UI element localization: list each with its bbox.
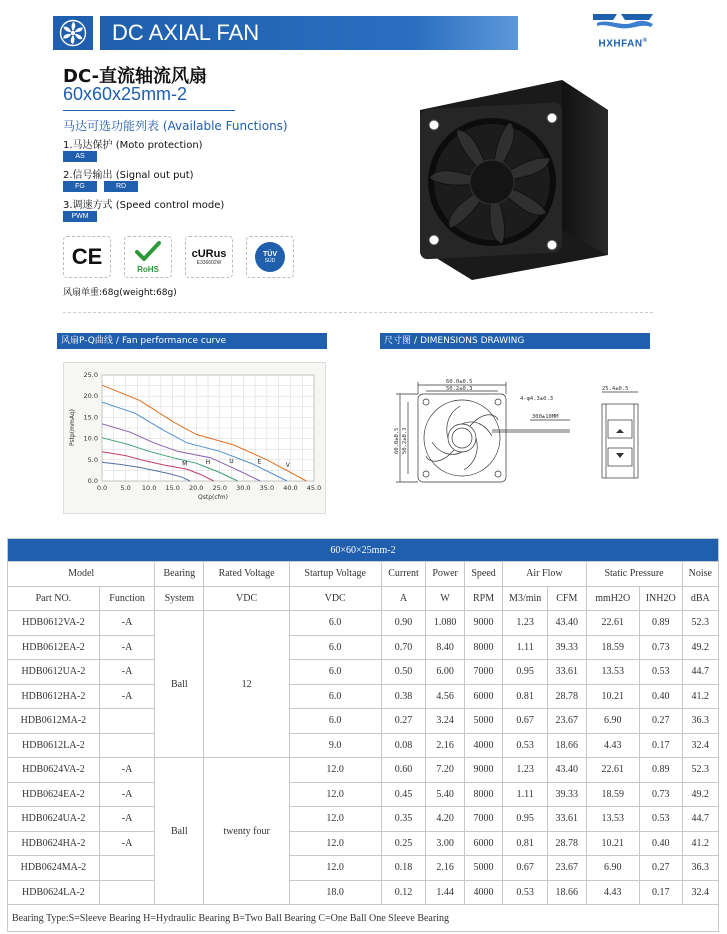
cell-speed: 8000 [464, 782, 502, 807]
cell-startup-voltage: 6.0 [289, 660, 381, 685]
cell-speed: 5000 [464, 709, 502, 734]
cell-part-no: HDB0624LA-2 [8, 880, 100, 905]
cell-function [99, 880, 155, 905]
cell-part-no: HDB0612HA-2 [8, 684, 100, 709]
header-inh2o: INH2O [639, 586, 682, 611]
dim-separator: / [414, 336, 418, 346]
cell-part-no: HDB0624UA-2 [8, 807, 100, 832]
dim-lead-length: 300±10MM [532, 414, 559, 420]
cell-airflow-m3min: 0.53 [503, 880, 548, 905]
cell-function: -A [99, 807, 155, 832]
product-size: 60x60x25mm-2 [63, 84, 188, 104]
cell-speed: 6000 [464, 831, 502, 856]
series-label-h: H [205, 458, 211, 466]
table-row [8, 684, 719, 709]
cell-pressure-inh2o: 0.27 [639, 709, 682, 734]
functions-title: 马达可选功能列表 (Available Functions) [63, 119, 288, 133]
cell-startup-voltage: 12.0 [289, 758, 381, 783]
cell-noise: 49.2 [682, 782, 718, 807]
header-rated-vdc: VDC [204, 586, 289, 611]
cell-function: -A [99, 758, 155, 783]
cell-airflow-cfm: 43.40 [548, 611, 586, 636]
brand-logo [588, 10, 658, 52]
cell-function: -A [99, 635, 155, 660]
cell-speed: 9000 [464, 758, 502, 783]
cell-pressure-inh2o: 0.53 [639, 807, 682, 832]
header-m3min: M3/min [503, 586, 548, 611]
ce-mark-text: CE [71, 244, 103, 269]
cell-noise: 44.7 [682, 660, 718, 685]
pq-chart [64, 363, 327, 515]
header-rated-voltage: Rated Voltage [204, 562, 289, 587]
cell-pressure-inh2o: 0.89 [639, 611, 682, 636]
cell-pressure-mmh2o: 18.59 [586, 782, 639, 807]
y-tick-label: 0.0 [87, 477, 98, 485]
cell-power: 5.40 [426, 782, 464, 807]
series-label-u: U [229, 458, 234, 466]
cell-pressure-inh2o: 0.73 [639, 635, 682, 660]
header-static-pressure: Static Pressure [586, 562, 682, 587]
cell-pressure-mmh2o: 6.90 [586, 709, 639, 734]
table-row [8, 758, 719, 783]
y-tick-label: 10.0 [83, 434, 98, 443]
cell-noise: 44.7 [682, 807, 718, 832]
cell-airflow-cfm: 23.67 [548, 709, 586, 734]
bearing-type-note: Bearing Type:S=Sleeve Bearing H=Hydraulic Bearing B=Two Ball Bearing C=One Ball One Sleeve Bearing [8, 905, 719, 932]
cell-current: 0.12 [381, 880, 426, 905]
tag-fg: FG [63, 181, 97, 192]
header-air-flow: Air Flow [503, 562, 586, 587]
table-row [8, 831, 719, 856]
dimensions-section-header [380, 333, 650, 349]
cell-airflow-cfm: 23.67 [548, 856, 586, 881]
header-startup-vdc: VDC [289, 586, 381, 611]
cell-rated-voltage: 12 [204, 611, 289, 758]
cell-part-no: HDB0612VA-2 [8, 611, 100, 636]
cell-pressure-inh2o: 0.27 [639, 856, 682, 881]
x-tick-label: 5.0 [120, 484, 131, 492]
cell-airflow-cfm: 43.40 [548, 758, 586, 783]
dim-width-inner: 50.2±0.3 [446, 386, 473, 392]
cell-speed: 7000 [464, 807, 502, 832]
cell-power: 4.20 [426, 807, 464, 832]
cell-pressure-inh2o: 0.17 [639, 880, 682, 905]
cell-power: 6.00 [426, 660, 464, 685]
rohs-mark-icon [124, 236, 172, 278]
cell-part-no: HDB0624VA-2 [8, 758, 100, 783]
cell-current: 0.90 [381, 611, 426, 636]
cell-power: 8.40 [426, 635, 464, 660]
cell-current: 0.27 [381, 709, 426, 734]
x-tick-label: 25.0 [212, 484, 228, 492]
cell-bearing-system: Ball [155, 758, 204, 905]
section-separator [63, 312, 653, 313]
cell-noise: 32.4 [682, 880, 718, 905]
tag-rd: RD [104, 181, 138, 192]
cell-airflow-m3min: 1.11 [503, 635, 548, 660]
dim-hole: 4-φ4.3±0.3 [520, 396, 554, 402]
table-row [8, 611, 719, 636]
cell-current: 0.70 [381, 635, 426, 660]
cell-noise: 36.3 [682, 709, 718, 734]
curve-section-header [57, 333, 327, 349]
header-mmh2o: mmH2O [586, 586, 639, 611]
brand-name: HXHFAN [598, 38, 643, 50]
function-item-protection: 1.马达保护 (Moto protection) [63, 140, 203, 151]
x-tick-label: 10.0 [141, 484, 157, 492]
cell-current: 0.60 [381, 758, 426, 783]
wave-logo-icon [591, 10, 655, 32]
cell-noise: 52.3 [682, 758, 718, 783]
cell-pressure-mmh2o: 6.90 [586, 856, 639, 881]
tag-pwm: PWM [63, 211, 97, 222]
table-row [8, 880, 719, 905]
header-noise: Noise [682, 562, 718, 587]
x-tick-label: 30.0 [236, 484, 251, 492]
header-system: System [155, 586, 204, 611]
cell-airflow-cfm: 28.78 [548, 831, 586, 856]
table-row [8, 782, 719, 807]
cell-noise: 49.2 [682, 635, 718, 660]
series-label-e: E [257, 458, 262, 466]
table-row [8, 856, 719, 881]
cell-airflow-m3min: 0.53 [503, 733, 548, 758]
cell-pressure-inh2o: 0.53 [639, 660, 682, 685]
cell-function [99, 733, 155, 758]
cell-startup-voltage: 12.0 [289, 856, 381, 881]
airflow-arrow-down-icon [616, 453, 624, 458]
cell-part-no: HDB0612UA-2 [8, 660, 100, 685]
cell-airflow-m3min: 0.95 [503, 807, 548, 832]
registered-mark: ® [642, 38, 648, 44]
cell-noise: 52.3 [682, 611, 718, 636]
cell-speed: 4000 [464, 880, 502, 905]
dim-height-outer: 60.0±0.5 [394, 427, 400, 454]
x-tick-label: 35.0 [259, 484, 275, 492]
table-row [8, 709, 719, 734]
header-a: A [381, 586, 426, 611]
series-label-v: V [285, 461, 290, 469]
cell-speed: 9000 [464, 611, 502, 636]
cell-airflow-cfm: 39.33 [548, 635, 586, 660]
dim-title-en: DIMENSIONS DRAWING [420, 336, 525, 346]
header-title: DC AXIAL FAN [100, 16, 518, 50]
header-w: W [426, 586, 464, 611]
cell-function: -A [99, 782, 155, 807]
table-body [8, 611, 719, 905]
pq-chart-frame [63, 362, 326, 514]
cell-pressure-mmh2o: 10.21 [586, 831, 639, 856]
dim-height-inner: 50.2±0.3 [402, 427, 408, 454]
cell-function [99, 856, 155, 881]
cell-pressure-mmh2o: 13.53 [586, 660, 639, 685]
cell-pressure-inh2o: 0.73 [639, 782, 682, 807]
ul-number: E336602W [196, 260, 222, 266]
header-current: Current [381, 562, 426, 587]
cell-function: -A [99, 831, 155, 856]
dim-title-cn: 尺寸图 [384, 336, 412, 346]
header-speed: Speed [464, 562, 502, 587]
cell-power: 1.44 [426, 880, 464, 905]
cell-part-no: HDB0612LA-2 [8, 733, 100, 758]
product-title-cn: DC-直流轴流风扇 [63, 66, 208, 87]
cell-startup-voltage: 18.0 [289, 880, 381, 905]
curve-title-cn: 风扇P-Q曲线 [61, 336, 113, 346]
tuv-mark-icon [246, 236, 294, 278]
tuv-sublabel: SÜD [264, 257, 276, 264]
table-row [8, 807, 719, 832]
cell-current: 0.25 [381, 831, 426, 856]
cell-current: 0.45 [381, 782, 426, 807]
fan-weight: 风扇单重:68g(weight:68g) [63, 288, 177, 298]
header-function: Function [99, 586, 155, 611]
cell-power: 1.080 [426, 611, 464, 636]
x-axis-label: Qstp(cfm) [198, 494, 228, 501]
cell-startup-voltage: 6.0 [289, 635, 381, 660]
header-part-no: Part NO. [8, 586, 100, 611]
cell-speed: 6000 [464, 684, 502, 709]
cell-startup-voltage: 6.0 [289, 611, 381, 636]
cell-noise: 41.2 [682, 684, 718, 709]
cell-airflow-m3min: 0.81 [503, 684, 548, 709]
function-item-signal: 2.信号输出 (Signal out put) [63, 170, 194, 181]
cell-airflow-m3min: 1.11 [503, 782, 548, 807]
cell-current: 0.38 [381, 684, 426, 709]
cell-airflow-m3min: 0.95 [503, 660, 548, 685]
header-bearing: Bearing [155, 562, 204, 587]
ul-label: cURus [191, 248, 227, 260]
cell-speed: 4000 [464, 733, 502, 758]
cell-power: 2.16 [426, 856, 464, 881]
cell-power: 2.16 [426, 733, 464, 758]
y-tick-label: 20.0 [83, 392, 98, 401]
cell-airflow-m3min: 0.67 [503, 709, 548, 734]
y-tick-label: 25.0 [83, 371, 98, 379]
cell-part-no: HDB0624MA-2 [8, 856, 100, 881]
cell-power: 4.56 [426, 684, 464, 709]
cell-power: 3.00 [426, 831, 464, 856]
table-row [8, 733, 719, 758]
cell-pressure-inh2o: 0.89 [639, 758, 682, 783]
fan-logo-icon [53, 16, 93, 50]
cell-current: 0.18 [381, 856, 426, 881]
cell-function: -A [99, 611, 155, 636]
cell-pressure-mmh2o: 13.53 [586, 807, 639, 832]
cell-pressure-mmh2o: 4.43 [586, 733, 639, 758]
header-rpm: RPM [464, 586, 502, 611]
cell-function [99, 709, 155, 734]
cell-airflow-m3min: 1.23 [503, 611, 548, 636]
fan-product-image [412, 70, 612, 285]
dimensions-drawing [380, 360, 650, 515]
y-tick-label: 5.0 [87, 455, 98, 464]
cell-part-no: HDB0624EA-2 [8, 782, 100, 807]
ce-mark-icon [63, 236, 111, 278]
header-startup-voltage: Startup Voltage [289, 562, 381, 587]
cell-pressure-inh2o: 0.40 [639, 684, 682, 709]
rohs-label: RoHS [137, 264, 159, 274]
header-model: Model [8, 562, 155, 587]
cell-startup-voltage: 12.0 [289, 782, 381, 807]
cell-pressure-inh2o: 0.17 [639, 733, 682, 758]
title-underline [63, 110, 235, 111]
cell-pressure-mmh2o: 4.43 [586, 880, 639, 905]
curve-separator: / [115, 336, 119, 346]
dim-width-outer: 60.0±0.5 [446, 379, 473, 385]
cell-pressure-mmh2o: 22.61 [586, 758, 639, 783]
x-tick-label: 20.0 [188, 484, 204, 492]
cell-part-no: HDB0624HA-2 [8, 831, 100, 856]
ul-mark-icon [185, 236, 233, 278]
header-dba: dBA [682, 586, 718, 611]
header-cfm: CFM [548, 586, 586, 611]
y-tick-label: 15.0 [83, 413, 98, 422]
cell-part-no: HDB0612MA-2 [8, 709, 100, 734]
x-tick-label: 0.0 [96, 484, 108, 492]
dim-depth: 25.4±0.5 [602, 386, 629, 392]
cell-pressure-mmh2o: 18.59 [586, 635, 639, 660]
cell-startup-voltage: 12.0 [289, 807, 381, 832]
cell-bearing-system: Ball [155, 611, 204, 758]
x-tick-label: 40.0 [283, 484, 298, 492]
cell-pressure-mmh2o: 10.21 [586, 684, 639, 709]
cell-startup-voltage: 9.0 [289, 733, 381, 758]
tag-as: AS [63, 151, 97, 162]
table-title: 60×60×25mm-2 [8, 539, 719, 562]
cell-current: 0.08 [381, 733, 426, 758]
x-tick-label: 15.0 [165, 484, 180, 492]
cell-function: -A [99, 660, 155, 685]
cell-airflow-cfm: 33.61 [548, 807, 586, 832]
cell-speed: 8000 [464, 635, 502, 660]
cell-airflow-cfm: 18.66 [548, 733, 586, 758]
cell-function: -A [99, 684, 155, 709]
cell-part-no: HDB0612EA-2 [8, 635, 100, 660]
table-row [8, 660, 719, 685]
cell-airflow-cfm: 18.66 [548, 880, 586, 905]
cell-power: 7.20 [426, 758, 464, 783]
table-row [8, 635, 719, 660]
cell-startup-voltage: 6.0 [289, 709, 381, 734]
y-axis-label: Pstp(mmAq) [69, 409, 76, 446]
cell-noise: 41.2 [682, 831, 718, 856]
x-tick-label: 45.0 [306, 484, 322, 492]
cell-speed: 7000 [464, 660, 502, 685]
cell-airflow-cfm: 39.33 [548, 782, 586, 807]
curve-title-en: Fan performance curve [121, 336, 227, 346]
cell-noise: 32.4 [682, 733, 718, 758]
cell-speed: 5000 [464, 856, 502, 881]
cell-startup-voltage: 12.0 [289, 831, 381, 856]
cell-airflow-m3min: 0.67 [503, 856, 548, 881]
airflow-arrow-left-icon [616, 429, 624, 433]
cell-airflow-m3min: 1.23 [503, 758, 548, 783]
cell-airflow-cfm: 28.78 [548, 684, 586, 709]
tuv-label: TÜV [263, 250, 277, 258]
cell-rated-voltage: twenty four [204, 758, 289, 905]
series-label-m: M [182, 460, 188, 468]
function-item-speed-control: 3.调速方式 (Speed control mode) [63, 200, 225, 211]
cell-pressure-mmh2o: 22.61 [586, 611, 639, 636]
cell-pressure-inh2o: 0.40 [639, 831, 682, 856]
cell-power: 3.24 [426, 709, 464, 734]
cell-current: 0.35 [381, 807, 426, 832]
header-power: Power [426, 562, 464, 587]
cell-airflow-m3min: 0.81 [503, 831, 548, 856]
cell-startup-voltage: 6.0 [289, 684, 381, 709]
cell-airflow-cfm: 33.61 [548, 660, 586, 685]
spec-table [7, 538, 719, 932]
cell-noise: 36.3 [682, 856, 718, 881]
cell-current: 0.50 [381, 660, 426, 685]
